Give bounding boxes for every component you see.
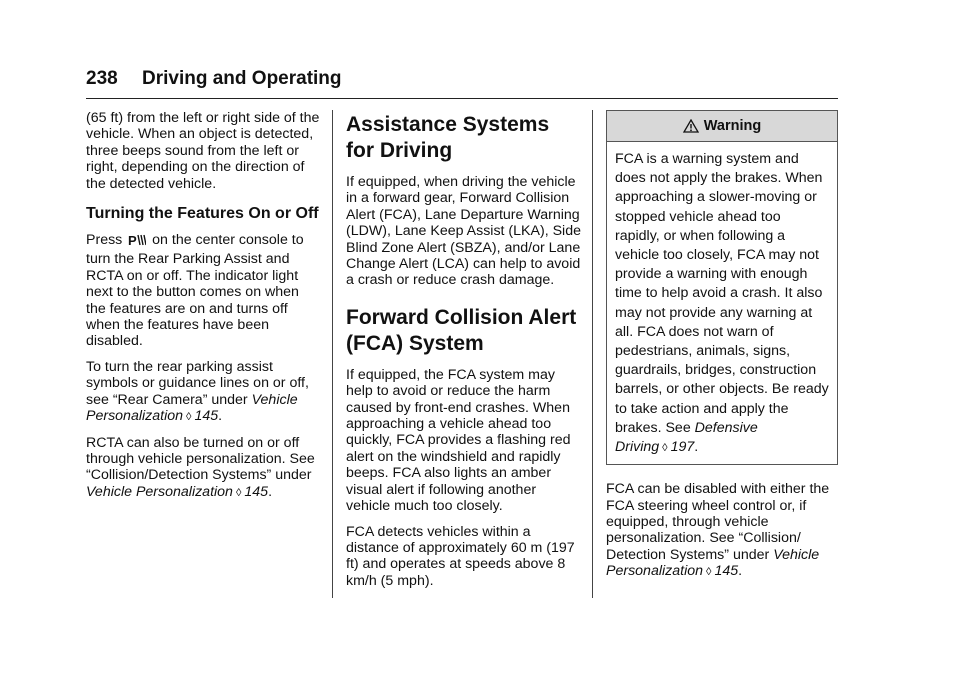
cross-reference-link[interactable]: Vehicle Personalization [606, 546, 820, 580]
column-1 [86, 110, 322, 510]
cross-reference-link[interactable]: Defensive Driving [615, 419, 758, 456]
paragraph: If equipped, when driving the vehicle in a forward gear, Forward Collision Alert (FCA), Lane Departure Warning (LDW), Lane Keep Assist (LKA), Side Blind Zone Alert (SBZA), and/or Lane Change Alert (LCA) can help to avoid a crash or reduce crash damage. [346, 174, 581, 289]
column-3 [606, 110, 838, 590]
paragraph: If equipped, the FCA system may help to avoid or reduce the harm caused by front-end crashes. When approaching a vehicle ahead too quickly, FCA provides a flashing red alert on the windshield and rapidly beeps. FCA also lights an amber visual alert if following another vehicle much too closely. [346, 366, 571, 515]
cross-reference-link[interactable]: Vehicle Personalization [86, 483, 233, 500]
paragraph: RCTA can also be turned on or off through vehicle personalization. See “Collision/Detection Systems” under Vehicle Personalization ◊ 145. [86, 434, 315, 500]
warning-title: Warning [703, 117, 762, 134]
page-header [86, 68, 838, 98]
page-number: 238 [86, 68, 118, 89]
page-ref-number[interactable]: 145 [714, 563, 739, 580]
heading-assistance-systems: Assistance Systems for Driving [346, 113, 550, 162]
page-ref-number[interactable]: 145 [244, 483, 269, 500]
column-2 [346, 110, 582, 598]
page-ref-arrow-icon: ◊ [186, 411, 192, 424]
warning-icon [683, 119, 699, 133]
page-ref-number[interactable]: 197 [670, 439, 695, 456]
warning-body: FCA is a warning system and does not apply the brakes. When approaching a slower-moving or stopped vehicle ahead too rapidly, or when following a vehicle too closely, FCA may not provide a warning with enough time to help avoid a crash. It also may not provide any warning at all. FCA does not warn of pedestrians, animals, signs, guardrails, bridges, construction barrels, or other objects. Be ready to take action and apply the brakes. See Defensive Driving ◊ 197. [615, 151, 829, 456]
heading-turning-features: Turning the Features On or Off [86, 205, 319, 223]
warning-header [607, 111, 837, 142]
paragraph: To turn the rear parking assist symbols or guidance lines on or off, see “Rear Camera” under Vehicle Personalization ◊ 145. [86, 358, 309, 425]
header-rule [86, 98, 838, 99]
page-ref-arrow-icon: ◊ [706, 566, 712, 579]
heading-fca-system: Forward Collision Alert (FCA) System [346, 305, 577, 355]
paragraph: (65 ft) from the left or right side of the vehicle. When an object is detected, three beeps sound from the left or right, depending on the direction of the detected vehicle. [86, 110, 320, 192]
page-ref-arrow-icon: ◊ [235, 486, 242, 499]
cross-reference-link[interactable]: Vehicle Personalization [86, 391, 298, 425]
column-divider-2 [592, 110, 593, 598]
section-title: Driving and Operating [142, 68, 342, 89]
warning-box [606, 110, 838, 465]
paragraph: FCA detects vehicles within a distance of approximately 60 m (197 ft) and operates at speeds above 8 km/h (5 mph). [346, 523, 575, 589]
column-divider-1 [332, 110, 333, 598]
svg-text:P: P [128, 233, 137, 248]
paragraph: Press P on the center console to turn the Rear Parking Assist and RCTA on or off. The indicator light next to the button comes on when the features are on and turns off when the features have been disabled. [86, 232, 304, 350]
paragraph: FCA can be disabled with either the FCA steering wheel control or, if equipped, through vehicle personalization. See “Collision/ Detection Systems” under Vehicle Personalization ◊ 145. [606, 481, 830, 580]
parking-assist-icon [128, 233, 146, 251]
page-ref-arrow-icon: ◊ [662, 442, 668, 455]
page-ref-number[interactable]: 145 [194, 408, 219, 425]
